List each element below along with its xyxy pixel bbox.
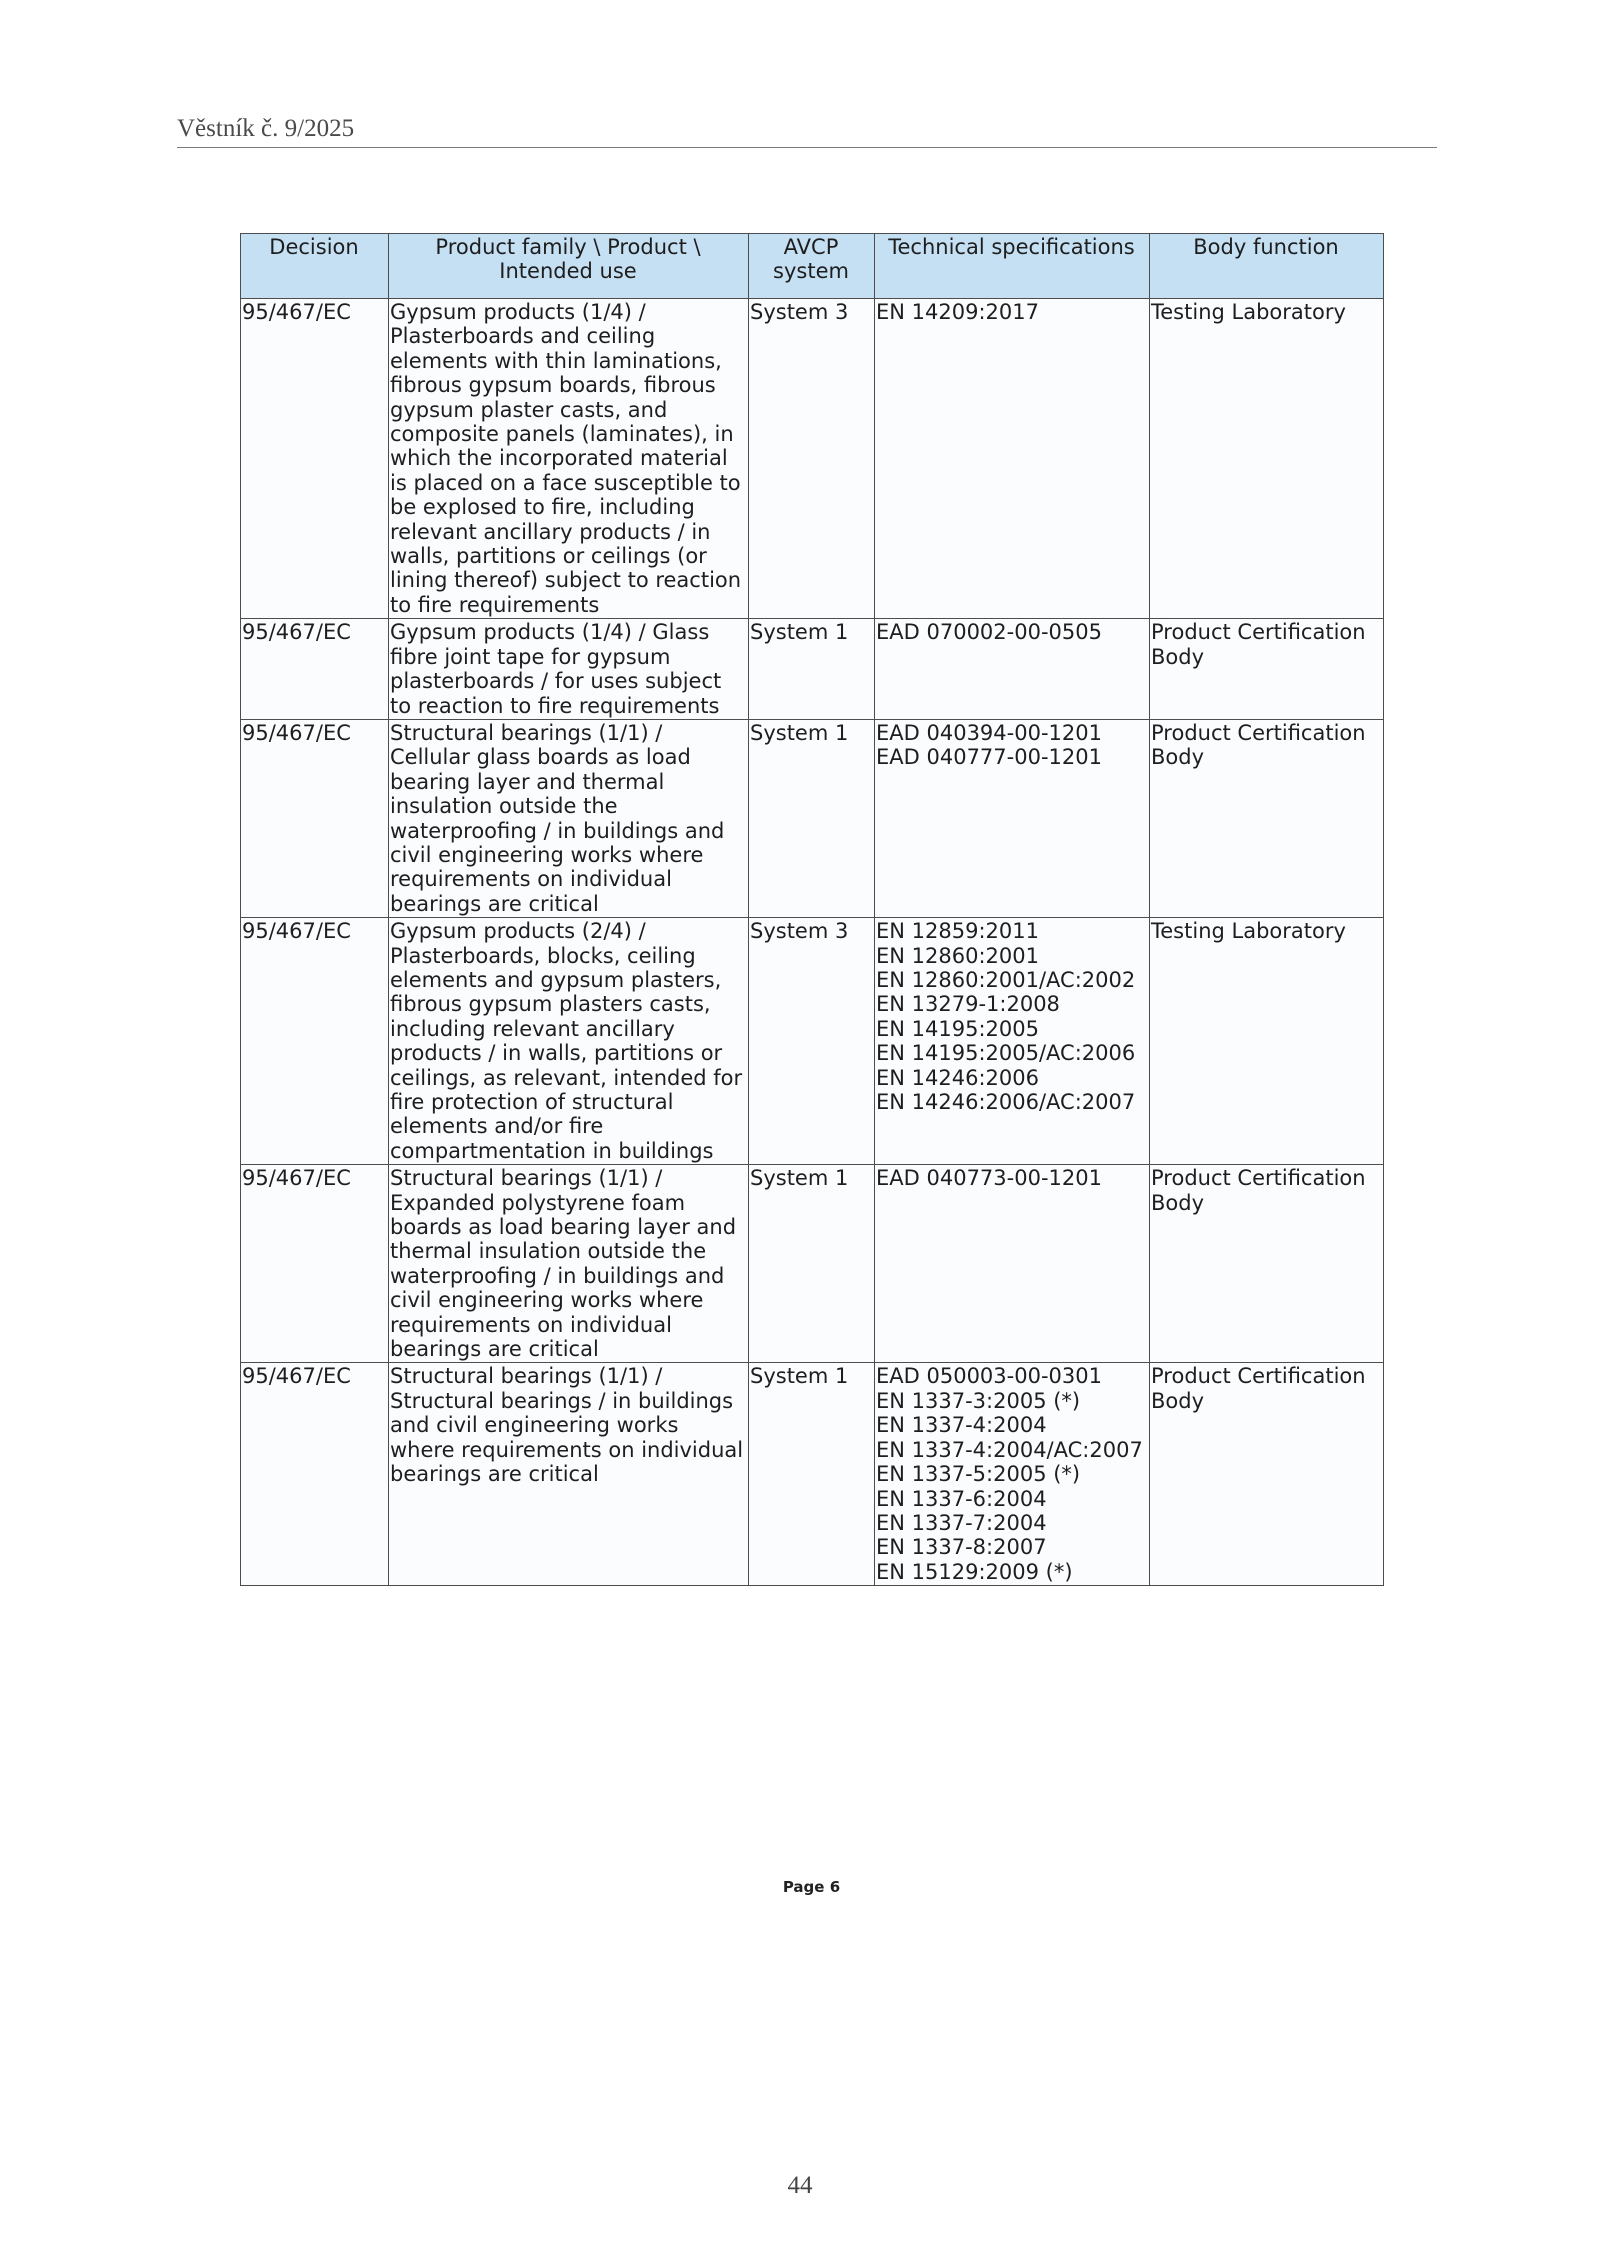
- decision-cell: 95/467/EC: [241, 1363, 389, 1586]
- product-line: which the incorporated material: [390, 446, 728, 471]
- product-line: plasterboards / for uses subject: [390, 669, 722, 694]
- specification-item: EN 12860:2001: [876, 943, 1039, 968]
- avcp-cell: System 1: [749, 719, 875, 917]
- specification-item: EN 1337-6:2004: [876, 1486, 1047, 1511]
- specification-item: EN 1337-5:2005 (*): [876, 1462, 1081, 1487]
- table-row: [241, 299, 1384, 619]
- product-cell: [389, 619, 749, 720]
- decision-cell: 95/467/EC: [241, 918, 389, 1165]
- specification-item: EAD 040773-00-1201: [876, 1166, 1102, 1191]
- product-line: elements and gypsum plasters,: [390, 967, 722, 992]
- product-line: and civil engineering works: [390, 1413, 679, 1438]
- product-cell: [389, 918, 749, 1165]
- product-line: where requirements on individual: [390, 1437, 744, 1462]
- product-line: Plasterboards and ceiling: [390, 324, 656, 349]
- page-number: 44: [787, 2172, 813, 2199]
- journal-header-title: Věstník č. 9/2025: [177, 115, 355, 142]
- header-rule: [177, 147, 1437, 148]
- product-line: walls, partitions or ceilings (or: [390, 544, 707, 569]
- body-function-cell: Product Certification Body: [1150, 1363, 1384, 1586]
- inner-page-label: Page 6: [782, 1878, 841, 1896]
- product-line: fibrous gypsum plasters casts,: [390, 992, 711, 1017]
- product-line: fibrous gypsum boards, fibrous: [390, 373, 716, 398]
- decisions-table: [240, 233, 1384, 1586]
- body-function-cell: Testing Laboratory: [1150, 299, 1384, 619]
- product-line: gypsum plaster casts, and: [390, 397, 668, 422]
- product-line: Gypsum products (1/4) / Glass: [390, 620, 710, 645]
- specification-item: EN 1337-4:2004/AC:2007: [876, 1437, 1143, 1462]
- specification-item: EN 14246:2006: [876, 1065, 1039, 1090]
- specification-item: EN 1337-8:2007: [876, 1535, 1047, 1560]
- body-function-cell: Product Certification Body: [1150, 619, 1384, 720]
- specification-item: EN 14209:2017: [876, 300, 1039, 324]
- product-line: composite panels (laminates), in: [390, 422, 734, 447]
- decision-cell: 95/467/EC: [241, 1165, 389, 1363]
- decision-cell: 95/467/EC: [241, 619, 389, 720]
- table-header: [241, 234, 1384, 299]
- product-line: fire protection of structural: [390, 1090, 674, 1114]
- product-line: bearing layer and thermal: [390, 769, 665, 794]
- product-line: boards as load bearing layer and: [390, 1215, 737, 1240]
- product-line: relevant ancillary products / in: [390, 519, 711, 544]
- product-line: ceilings, as relevant, intended for: [390, 1065, 743, 1090]
- product-line: to fire requirements: [390, 592, 600, 617]
- avcp-cell: System 1: [749, 1363, 875, 1586]
- product-line: products / in walls, partitions or: [390, 1041, 723, 1066]
- product-line: Cellular glass boards as load: [390, 745, 691, 770]
- decision-cell: 95/467/EC: [241, 299, 389, 619]
- product-line: Structural bearings (1/1) /: [390, 1364, 663, 1389]
- product-line: is placed on a face susceptible to: [390, 470, 741, 495]
- product-cell: [389, 719, 749, 917]
- table-row: [241, 1363, 1384, 1586]
- decision-cell: 95/467/EC: [241, 719, 389, 917]
- specification-item: EAD 070002-00-0505: [876, 620, 1102, 645]
- product-line: Structural bearings / in buildings: [390, 1388, 734, 1413]
- product-line: bearings are critical: [390, 1462, 599, 1487]
- product-line: Plasterboards, blocks, ceiling: [390, 943, 696, 968]
- specification-item: EAD 050003-00-0301: [876, 1364, 1102, 1389]
- product-cell: [389, 299, 749, 619]
- specifications-cell: [875, 719, 1150, 917]
- specification-item: EN 13279-1:2008: [876, 992, 1060, 1017]
- specifications-cell: [875, 619, 1150, 720]
- avcp-cell: System 3: [749, 299, 875, 619]
- product-line: Expanded polystyrene foam: [390, 1190, 686, 1215]
- product-line: elements and/or fire: [390, 1114, 604, 1139]
- specification-item: EN 1337-7:2004: [876, 1510, 1047, 1535]
- specification-item: EN 12860:2001/AC:2002: [876, 967, 1136, 992]
- product-line: to reaction to fire requirements: [390, 693, 720, 718]
- specifications-cell: [875, 299, 1150, 619]
- table-row: [241, 619, 1384, 720]
- product-line: including relevant ancillary: [390, 1016, 675, 1041]
- avcp-cell: System 1: [749, 1165, 875, 1363]
- header-technical-specifications: Technical specifications: [875, 234, 1150, 299]
- avcp-cell: System 3: [749, 918, 875, 1165]
- specification-item: EN 1337-3:2005 (*): [876, 1388, 1081, 1413]
- body-function-cell: Testing Laboratory: [1150, 918, 1384, 1165]
- product-line: bearings are critical: [390, 891, 599, 916]
- product-line: requirements on individual: [390, 1312, 672, 1337]
- product-cell: [389, 1165, 749, 1363]
- header-product-family: Product family \ Product \ Intended use: [389, 234, 749, 299]
- table-row: [241, 918, 1384, 1165]
- product-line: lining thereof) subject to reaction: [390, 568, 742, 593]
- specification-item: EAD 040777-00-1201: [876, 745, 1102, 770]
- product-line: elements with thin laminations,: [390, 348, 722, 373]
- product-line: waterproofing / in buildings and: [390, 1263, 725, 1288]
- header-decision: Decision: [241, 234, 389, 299]
- product-line: requirements on individual: [390, 867, 672, 892]
- body-function-cell: Product Certification Body: [1150, 719, 1384, 917]
- product-line: be explosed to fire, including: [390, 495, 695, 520]
- table-body: [241, 299, 1384, 1586]
- product-cell: [389, 1363, 749, 1586]
- product-line: thermal insulation outside the: [390, 1239, 707, 1264]
- product-line: civil engineering works where: [390, 1288, 704, 1313]
- specification-item: EN 14195:2005/AC:2006: [876, 1041, 1136, 1066]
- table-row: [241, 719, 1384, 917]
- product-line: fibre joint tape for gypsum: [390, 644, 671, 669]
- product-line: Structural bearings (1/1) /: [390, 720, 663, 745]
- header-body-function: Body function: [1150, 234, 1384, 299]
- avcp-cell: System 1: [749, 619, 875, 720]
- specification-item: EAD 040394-00-1201: [876, 720, 1102, 745]
- product-line: bearings are critical: [390, 1337, 599, 1362]
- product-line: insulation outside the: [390, 794, 618, 819]
- specification-item: EN 14195:2005: [876, 1016, 1039, 1041]
- specifications-cell: [875, 1363, 1150, 1586]
- product-line: compartmentation in buildings: [390, 1138, 714, 1163]
- table-row: [241, 1165, 1384, 1363]
- body-function-cell: Product Certification Body: [1150, 1165, 1384, 1363]
- product-line: Gypsum products (1/4) /: [390, 300, 646, 324]
- product-line: waterproofing / in buildings and: [390, 818, 725, 843]
- header-avcp-system: AVCP system: [749, 234, 875, 299]
- product-line: civil engineering works where: [390, 842, 704, 867]
- table-header-row: [241, 234, 1384, 299]
- specification-item: EN 15129:2009 (*): [876, 1559, 1073, 1584]
- specification-item: EN 12859:2011: [876, 919, 1039, 944]
- specification-item: EN 1337-4:2004: [876, 1413, 1047, 1438]
- specifications-cell: [875, 918, 1150, 1165]
- specification-item: EN 14246:2006/AC:2007: [876, 1090, 1136, 1114]
- product-line: Structural bearings (1/1) /: [390, 1166, 663, 1191]
- product-line: Gypsum products (2/4) /: [390, 919, 646, 944]
- specifications-cell: [875, 1165, 1150, 1363]
